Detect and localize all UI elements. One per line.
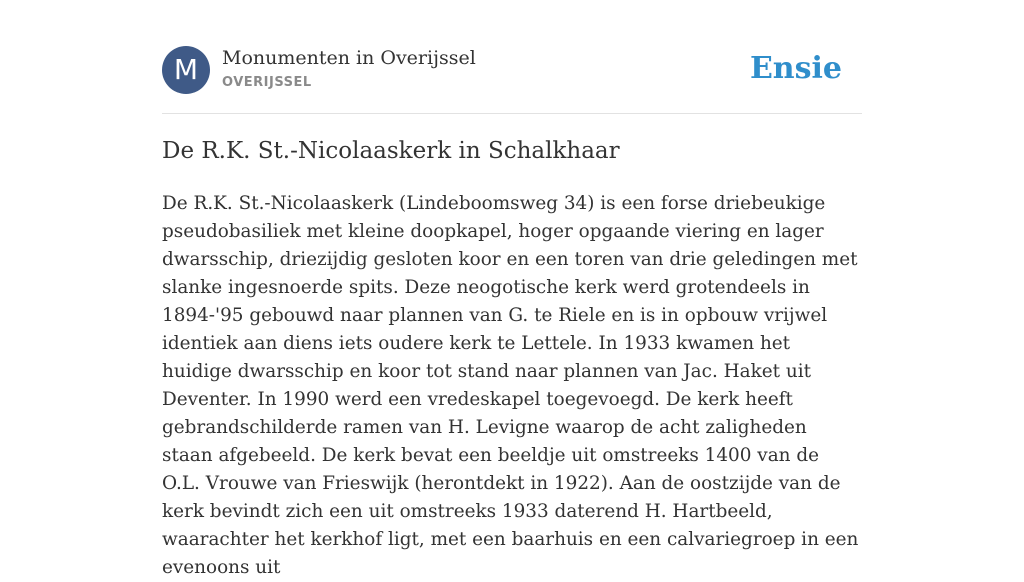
brand-logo[interactable]: Ensie: [749, 51, 842, 86]
source-subtitle: OVERIJSSEL: [222, 75, 312, 90]
source-title[interactable]: Monumenten in Overijssel: [222, 47, 476, 69]
article-title: De R.K. St.-Nicolaaskerk in Schalkhaar: [162, 138, 620, 164]
divider: [162, 113, 862, 114]
article-body: De R.K. St.-Nicolaaskerk (Lindeboomsweg 34) is een forse driebeukige pseudobasiliek met kleine doopkapel, hoger opgaande viering en lager dwarsschip, driezijdig gesloten koor en een toren van drie geledingen met slanke ingesnoerde spits. Deze neogotische kerk werd grotendeels in 1894-'95 gebouwd naar plannen van G. te Riele en is in opbouw vrijwel identiek aan diens iets oudere kerk te Lettele. In 1933 kwamen het huidige dwarsschip en koor tot stand naar plannen van Jac. Haket uit Deventer. In 1990 werd een vredeskapel toegevoegd. De kerk heeft gebrandschilderde ramen van H. Levigne waarop de acht zaligheden staan afgebeeld. De kerk bevat een beeldje uit omstreeks 1400 van de O.L. Vrouwe van Frieswijk (herontdekt in 1922). Aan de oostzijde van de kerk bevindt zich een uit omstreeks 1933 daterend H. Hartbeeld, waarachter het kerkhof ligt, met een baarhuis en een calvariegroep in een evenoons uit: [162, 193, 859, 578]
avatar[interactable]: M: [162, 46, 210, 94]
source-header: [162, 46, 862, 96]
